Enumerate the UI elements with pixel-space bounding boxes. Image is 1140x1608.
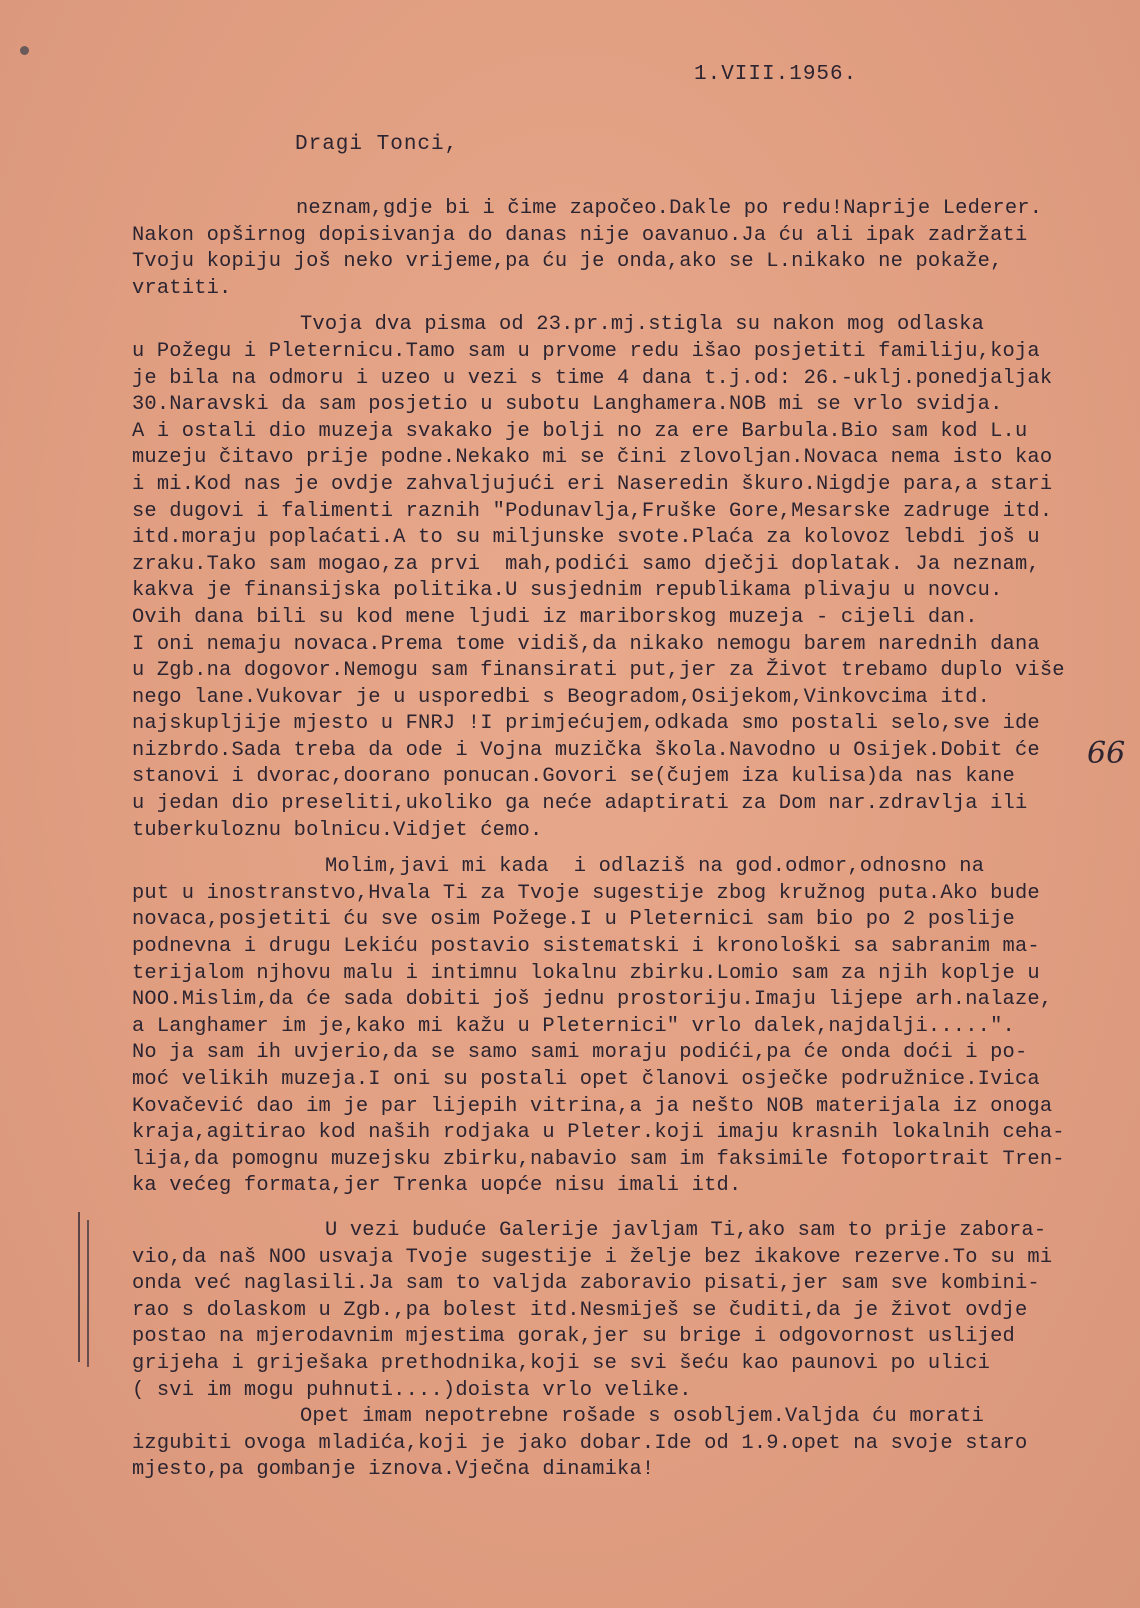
letter-body — [132, 196, 1082, 1484]
margin-mark: 66 — [1087, 736, 1126, 771]
text-line: u jedan dio preseliti,ukoliko ga neće adaptirati za Dom nar.zdravlja ili — [132, 792, 1028, 816]
text-line: i mi.Kod nas je ovdje zahvaljujući eri Naseredin škuro.Nigdje para,a stari — [132, 472, 1053, 496]
margin-vertical-lines — [75, 1212, 97, 1367]
text-line: vio,da naš NOO usvaja Tvoje sugestije i želje bez ikakove rezerve.To su mi — [132, 1245, 1053, 1269]
text-line: Molim,javi mi kada i odlaziš na god.odmor,odnosno na — [325, 855, 985, 879]
text-line: kraja,agitirao kod naših rodjaka u Pleter.koji imaju krasnih lokalnih ceha- — [132, 1121, 1065, 1145]
text-line: neznam,gdje bi i čime započeo.Dakle po redu!Naprije Lederer. — [296, 197, 1043, 220]
text-line: kakva je finansijska politika.U susjednim republikama plivaju u novcu. — [132, 579, 1003, 603]
text-line: u Zgb.na dogovor.Nemogu sam finansirati put,jer za Život trebamo duplo više — [132, 659, 1065, 683]
salutation: Dragi Tonci, — [295, 133, 459, 156]
text-line: a Langhamer im je,kako mi kažu u Pleternici" vrlo dalek,najdalji.....". — [132, 1014, 1015, 1038]
paragraph-2 — [132, 312, 1082, 844]
text-line: izgubiti ovoga mladića,koji je jako dobar.Ide od 1.9.opet na svoje staro — [132, 1431, 1028, 1455]
text-line: u Požegu i Pleternicu.Tamo sam u prvome redu išao posjetiti familiju,koja — [132, 339, 1040, 363]
text-line: Tvoju kopiju još neko vrijeme,pa ću je onda,ako se L.nikako ne pokaže, — [132, 250, 1003, 274]
text-line: je bila na odmoru i uzeo u vezi s time 4 dana t.j.od: 26.-uklj.ponedjaljak — [132, 366, 1053, 390]
letter-date: 1.VIII.1956. — [694, 63, 858, 86]
text-line: grijeha i griješaka prethodnika,koji se svi šeću kao paunovi po ulici — [132, 1351, 991, 1375]
text-line: U vezi buduće Galerije javljam Ti,ako sam to prije zabora- — [325, 1218, 1047, 1242]
paragraph-3 — [132, 854, 1082, 1200]
text-line: nizbrdo.Sada treba da ode i Vojna muzička škola.Navodno u Osijek.Dobit će — [132, 738, 1040, 762]
text-line: 30.Naravski da sam posjetio u subotu Langhamera.NOB mi se vrlo svidja. — [132, 393, 1003, 417]
text-line: A i ostali dio muzeja svakako je bolji no za ere Barbula.Bio sam kod L.u — [132, 419, 1028, 443]
text-line: Tvoja dva pisma od 23.pr.mj.stigla su nakon mog odlaska — [300, 313, 985, 337]
text-line: Opet imam nepotrebne rošade s osobljem.Valjda ću morati — [300, 1405, 985, 1429]
text-line: se dugovi i falimenti raznih "Podunavlja,Fruške Gore,Mesarske zadruge itd. — [132, 499, 1053, 523]
text-line: vratiti. — [132, 276, 232, 300]
text-line: NOO.Mislim,da će sada dobiti još jednu prostoriju.Imaju lijepe arh.nalaze, — [132, 988, 1053, 1012]
paragraph-1 — [132, 196, 1082, 302]
text-line: ( svi im mogu puhnuti....)doista vrlo velike. — [132, 1378, 692, 1402]
text-line: onda već naglasili.Ja sam to valjda zaboravio pisati,jer sam sve kombini- — [132, 1272, 1040, 1296]
text-line: Ovih dana bili su kod mene ljudi iz mariborskog muzeja - cijeli dan. — [132, 605, 978, 629]
text-line: najskupljije mjesto u FNRJ !I primjećujem,odkada smo postali selo,sve ide — [132, 712, 1040, 736]
text-line: moć velikih muzeja.I oni su postali opet članovi osječke podružnice.Ivica — [132, 1068, 1040, 1091]
text-line: rao s dolaskom u Zgb.,pa bolest itd.Nesmiješ se čuditi,da je život ovdje — [132, 1298, 1028, 1322]
text-line: Nakon opširnog dopisivanja do danas nije oavanuo.Ja ću ali ipak zadržati — [132, 223, 1028, 247]
text-line: put u inostranstvo,Hvala Ti za Tvoje sugestije zbog kružnog puta.Ako bude — [132, 881, 1040, 905]
text-line: I oni nemaju novaca.Prema tome vidiš,da nikako nemogu barem narednih dana — [132, 632, 1040, 656]
text-line: muzeju čitavo prije podne.Nekako mi se čini zlovoljan.Novaca nema isto kao — [132, 446, 1053, 470]
punch-hole — [20, 46, 29, 55]
text-line: lija,da pomognu muzejsku zbirku,nabavio sam im faksimile fotoportrait Tren- — [132, 1147, 1065, 1171]
text-line: itd.moraju poplaćati.A to su miljunske svote.Plaća za kolovoz lebdi još u — [132, 526, 1040, 550]
text-line: ka većeg formata,jer Trenka uopće nisu imali itd. — [132, 1174, 742, 1198]
text-line: podnevna i drugu Lekiću postavio sistematski i kronološki sa sabranim ma- — [132, 935, 1040, 959]
text-line: No ja sam ih uvjerio,da se samo sami moraju podići,pa će onda doći i po- — [132, 1041, 1028, 1065]
text-line: Kovačević dao im je par lijepih vitrina,a ja nešto NOB materijala iz onoga — [132, 1094, 1053, 1118]
paragraph-4 — [132, 1218, 1082, 1404]
text-line: nego lane.Vukovar je u usporedbi s Beogradom,Osijekom,Vinkovcima itd. — [132, 685, 991, 709]
text-line: novaca,posjetiti ću sve osim Požege.I u Pleternici sam bio po 2 poslije — [132, 908, 1015, 932]
paragraph-5 — [132, 1404, 1082, 1484]
text-line: postao na mjerodavnim mjestima gorak,jer su brige i odgovornost uslijed — [132, 1325, 1015, 1349]
text-line: tuberkuloznu bolnicu.Vidjet ćemo. — [132, 818, 543, 842]
text-line: zraku.Tako sam mogao,za prvi mah,podići samo dječji doplatak. Ja neznam, — [132, 552, 1040, 576]
text-line: terijalom njhovu malu i intimnu lokalnu zbirku.Lomio sam za njih koplje u — [132, 961, 1040, 985]
text-line: stanovi i dvorac,doorano ponucan.Govori se(čujem iza kulisa)da nas kane — [132, 765, 1015, 789]
text-line: mjesto,pa gombanje iznova.Vječna dinamika! — [132, 1458, 655, 1482]
